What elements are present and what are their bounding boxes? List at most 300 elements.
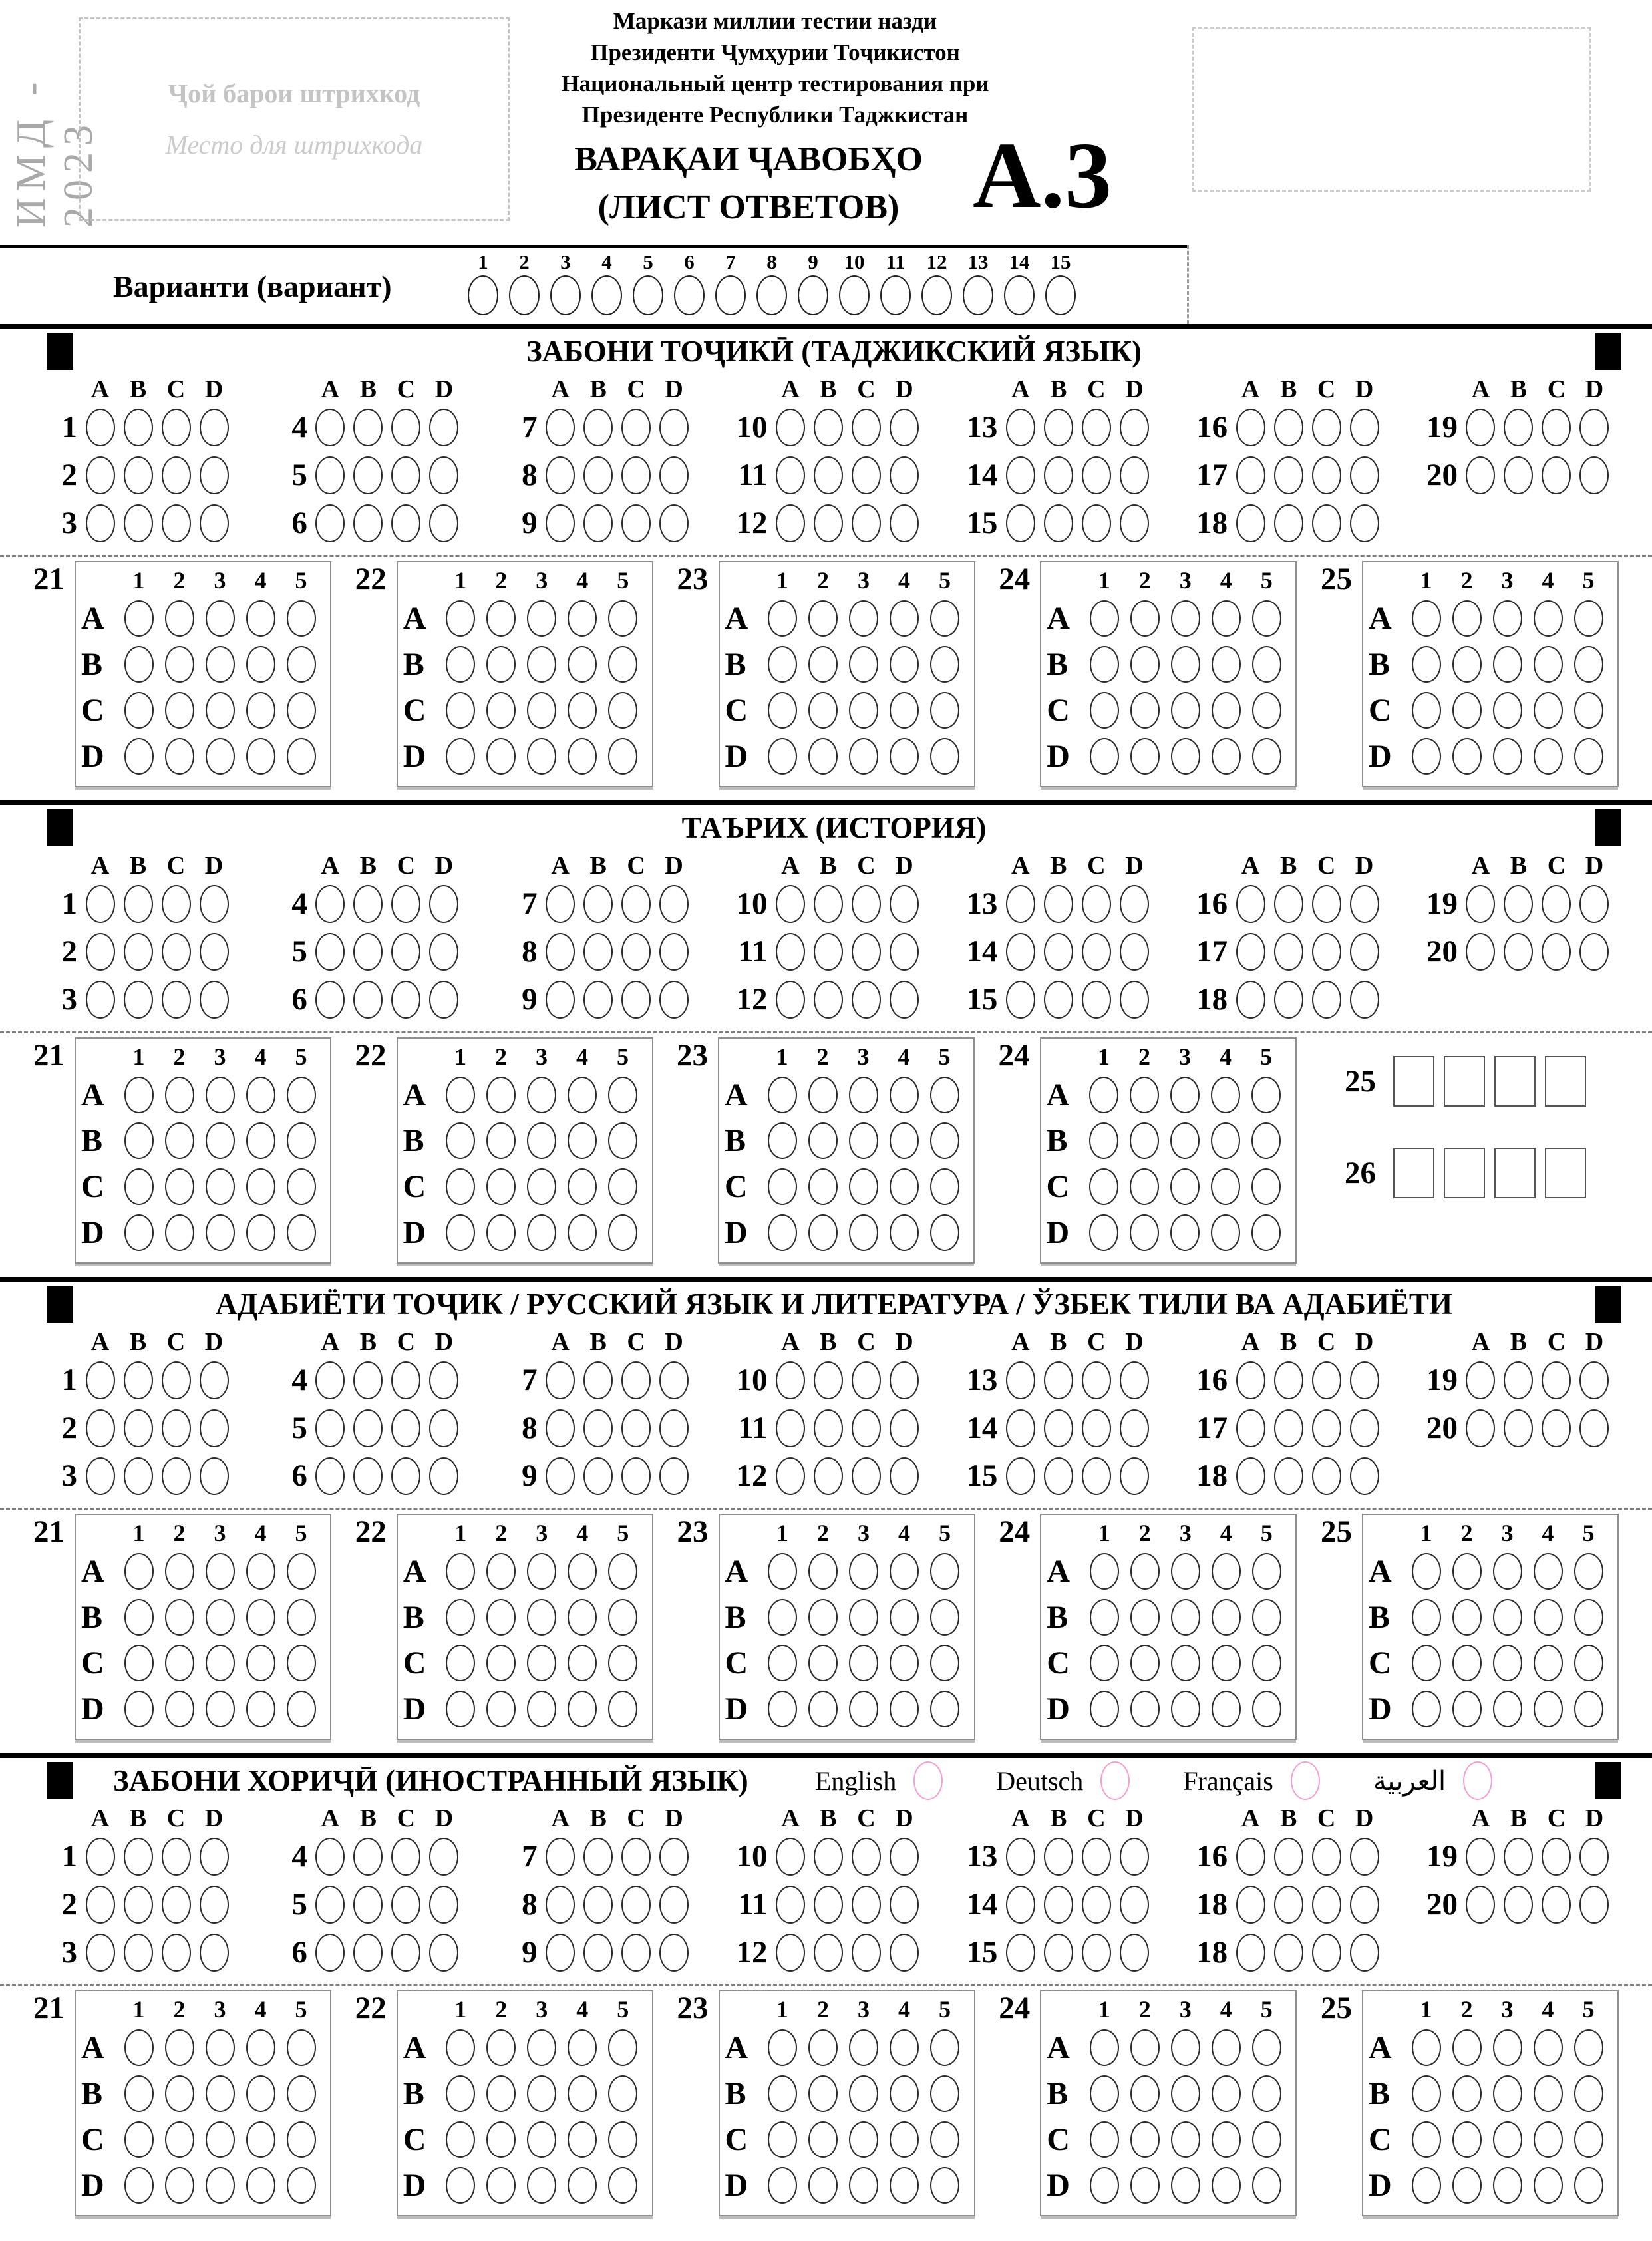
answer-bubble[interactable] <box>1350 933 1379 971</box>
answer-bubble[interactable] <box>1274 1361 1303 1399</box>
matrix-bubble[interactable] <box>124 1168 154 1205</box>
answer-bubble[interactable] <box>659 1409 689 1447</box>
answer-bubble[interactable] <box>1312 933 1341 971</box>
matrix-bubble[interactable] <box>930 1553 959 1590</box>
matrix-bubble[interactable] <box>486 2167 516 2204</box>
answer-bubble[interactable] <box>814 1361 843 1399</box>
answer-bubble[interactable] <box>1044 1838 1073 1876</box>
answer-bubble[interactable] <box>1350 456 1379 494</box>
answer-bubble[interactable] <box>200 1457 229 1495</box>
matrix-bubble[interactable] <box>1212 1553 1241 1590</box>
answer-bubble[interactable] <box>1120 885 1149 923</box>
answer-bubble[interactable] <box>583 933 613 971</box>
answer-bubble[interactable] <box>162 1934 191 1972</box>
answer-bubble[interactable] <box>1236 933 1265 971</box>
variant-bubble[interactable] <box>468 275 498 315</box>
answer-bubble[interactable] <box>1504 1361 1533 1399</box>
answer-bubble[interactable] <box>315 1934 345 1972</box>
answer-bubble[interactable] <box>1274 1886 1303 1924</box>
answer-bubble[interactable] <box>1504 409 1533 446</box>
answer-bubble[interactable] <box>1350 1838 1379 1876</box>
matrix-bubble[interactable] <box>206 2075 235 2112</box>
matrix-bubble[interactable] <box>287 2029 316 2066</box>
answer-bubble[interactable] <box>353 409 383 446</box>
matrix-bubble[interactable] <box>1412 1645 1441 1681</box>
answer-bubble[interactable] <box>1274 504 1303 542</box>
answer-bubble[interactable] <box>1542 933 1571 971</box>
matrix-bubble[interactable] <box>124 1691 154 1727</box>
answer-bubble[interactable] <box>546 1934 575 1972</box>
answer-bubble[interactable] <box>621 1361 651 1399</box>
matrix-bubble[interactable] <box>1090 738 1119 775</box>
matrix-bubble[interactable] <box>1170 1168 1200 1205</box>
matrix-bubble[interactable] <box>527 1122 556 1159</box>
matrix-bubble[interactable] <box>486 738 516 775</box>
answer-bubble[interactable] <box>1082 409 1111 446</box>
matrix-bubble[interactable] <box>849 2167 878 2204</box>
matrix-bubble[interactable] <box>1412 738 1441 775</box>
answer-bubble[interactable] <box>200 1886 229 1924</box>
matrix-bubble[interactable] <box>808 1599 838 1636</box>
matrix-bubble[interactable] <box>568 1122 597 1159</box>
matrix-bubble[interactable] <box>1170 1214 1200 1251</box>
matrix-bubble[interactable] <box>768 1645 797 1681</box>
matrix-bubble[interactable] <box>206 1122 235 1159</box>
answer-bubble[interactable] <box>1236 1409 1265 1447</box>
answer-bubble[interactable] <box>890 1886 919 1924</box>
matrix-bubble[interactable] <box>568 1599 597 1636</box>
answer-bubble[interactable] <box>1006 1409 1035 1447</box>
answer-bubble[interactable] <box>1120 1838 1149 1876</box>
answer-bubble[interactable] <box>1236 1361 1265 1399</box>
matrix-bubble[interactable] <box>1171 646 1200 683</box>
answer-bubble[interactable] <box>1120 933 1149 971</box>
answer-bubble[interactable] <box>1044 933 1073 971</box>
answer-bubble[interactable] <box>621 504 651 542</box>
matrix-bubble[interactable] <box>486 1077 516 1113</box>
matrix-bubble[interactable] <box>486 2121 516 2158</box>
matrix-bubble[interactable] <box>1534 738 1563 775</box>
matrix-bubble[interactable] <box>1089 1122 1118 1159</box>
answer-bubble[interactable] <box>1274 1934 1303 1972</box>
matrix-bubble[interactable] <box>1170 1122 1200 1159</box>
answer-bubble[interactable] <box>1006 1886 1035 1924</box>
matrix-bubble[interactable] <box>165 738 194 775</box>
matrix-bubble[interactable] <box>608 1168 637 1205</box>
matrix-bubble[interactable] <box>1130 1691 1160 1727</box>
matrix-bubble[interactable] <box>1252 738 1281 775</box>
matrix-bubble[interactable] <box>446 738 475 775</box>
answer-bubble[interactable] <box>124 504 153 542</box>
answer-bubble[interactable] <box>776 981 805 1019</box>
answer-bubble[interactable] <box>890 1838 919 1876</box>
matrix-bubble[interactable] <box>890 1122 919 1159</box>
answer-bubble[interactable] <box>1274 409 1303 446</box>
answer-bubble[interactable] <box>315 1838 345 1876</box>
matrix-bubble[interactable] <box>930 1599 959 1636</box>
matrix-bubble[interactable] <box>165 1168 194 1205</box>
matrix-bubble[interactable] <box>608 738 637 775</box>
variant-bubble[interactable] <box>1045 275 1076 315</box>
matrix-bubble[interactable] <box>808 2075 838 2112</box>
matrix-bubble[interactable] <box>1452 738 1482 775</box>
answer-bubble[interactable] <box>1350 1361 1379 1399</box>
matrix-bubble[interactable] <box>1130 1077 1159 1113</box>
answer-bubble[interactable] <box>162 1409 191 1447</box>
answer-bubble[interactable] <box>1274 1838 1303 1876</box>
answer-bubble[interactable] <box>1236 981 1265 1019</box>
matrix-bubble[interactable] <box>486 1553 516 1590</box>
answer-bubble[interactable] <box>852 1934 881 1972</box>
answer-bubble[interactable] <box>1579 1361 1609 1399</box>
answer-bubble[interactable] <box>124 1409 153 1447</box>
answer-bubble[interactable] <box>814 1886 843 1924</box>
matrix-bubble[interactable] <box>1252 692 1281 729</box>
matrix-bubble[interactable] <box>1212 1599 1241 1636</box>
answer-bubble[interactable] <box>546 456 575 494</box>
variant-bubble[interactable] <box>550 275 581 315</box>
answer-bubble[interactable] <box>583 456 613 494</box>
answer-bubble[interactable] <box>315 885 345 923</box>
matrix-bubble[interactable] <box>446 1077 475 1113</box>
matrix-bubble[interactable] <box>930 1214 959 1251</box>
matrix-bubble[interactable] <box>486 1645 516 1681</box>
answer-bubble[interactable] <box>86 885 115 923</box>
answer-bubble[interactable] <box>1082 1361 1111 1399</box>
matrix-bubble[interactable] <box>165 692 194 729</box>
answer-bubble[interactable] <box>1120 456 1149 494</box>
answer-bubble[interactable] <box>546 1838 575 1876</box>
answer-bubble[interactable] <box>583 981 613 1019</box>
matrix-bubble[interactable] <box>1252 2029 1281 2066</box>
answer-bubble[interactable] <box>1044 456 1073 494</box>
matrix-bubble[interactable] <box>246 738 275 775</box>
answer-bubble[interactable] <box>124 1934 153 1972</box>
answer-bubble[interactable] <box>621 981 651 1019</box>
answer-bubble[interactable] <box>1312 1838 1341 1876</box>
answer-bubble[interactable] <box>814 1838 843 1876</box>
matrix-bubble[interactable] <box>1412 1599 1441 1636</box>
answer-bubble[interactable] <box>200 1934 229 1972</box>
variant-bubble[interactable] <box>674 275 705 315</box>
matrix-bubble[interactable] <box>568 600 597 637</box>
matrix-bubble[interactable] <box>446 1214 475 1251</box>
answer-bubble[interactable] <box>546 885 575 923</box>
answer-bubble[interactable] <box>353 1886 383 1924</box>
answer-bubble[interactable] <box>1044 885 1073 923</box>
matrix-bubble[interactable] <box>527 1645 556 1681</box>
matrix-bubble[interactable] <box>165 2167 194 2204</box>
answer-bubble[interactable] <box>890 933 919 971</box>
matrix-bubble[interactable] <box>1211 1168 1240 1205</box>
matrix-bubble[interactable] <box>1252 1645 1281 1681</box>
matrix-bubble[interactable] <box>568 738 597 775</box>
matrix-bubble[interactable] <box>608 2121 637 2158</box>
answer-bubble[interactable] <box>583 1886 613 1924</box>
answer-bubble[interactable] <box>86 933 115 971</box>
matrix-bubble[interactable] <box>246 1077 275 1113</box>
matrix-bubble[interactable] <box>1574 2167 1603 2204</box>
matrix-bubble[interactable] <box>124 1645 154 1681</box>
answer-bubble[interactable] <box>200 504 229 542</box>
matrix-bubble[interactable] <box>1252 600 1281 637</box>
write-in-box[interactable] <box>1444 1148 1485 1198</box>
answer-bubble[interactable] <box>86 1361 115 1399</box>
answer-bubble[interactable] <box>621 1457 651 1495</box>
answer-bubble[interactable] <box>1542 456 1571 494</box>
answer-bubble[interactable] <box>1120 1409 1149 1447</box>
matrix-bubble[interactable] <box>890 646 919 683</box>
matrix-bubble[interactable] <box>1090 1691 1119 1727</box>
answer-bubble[interactable] <box>1350 409 1379 446</box>
answer-bubble[interactable] <box>124 933 153 971</box>
matrix-bubble[interactable] <box>568 2167 597 2204</box>
answer-bubble[interactable] <box>621 933 651 971</box>
answer-bubble[interactable] <box>86 1409 115 1447</box>
answer-bubble[interactable] <box>1350 1934 1379 1972</box>
answer-bubble[interactable] <box>1312 1934 1341 1972</box>
matrix-bubble[interactable] <box>1130 646 1160 683</box>
matrix-bubble[interactable] <box>808 600 838 637</box>
matrix-bubble[interactable] <box>1574 1599 1603 1636</box>
matrix-bubble[interactable] <box>849 646 878 683</box>
matrix-bubble[interactable] <box>165 600 194 637</box>
answer-bubble[interactable] <box>776 504 805 542</box>
matrix-bubble[interactable] <box>608 646 637 683</box>
answer-bubble[interactable] <box>814 1409 843 1447</box>
matrix-bubble[interactable] <box>1412 646 1441 683</box>
answer-bubble[interactable] <box>1120 504 1149 542</box>
write-in-box[interactable] <box>1545 1056 1586 1107</box>
variant-bubble[interactable] <box>880 275 911 315</box>
matrix-bubble[interactable] <box>165 2121 194 2158</box>
answer-bubble[interactable] <box>86 1934 115 1972</box>
matrix-bubble[interactable] <box>446 646 475 683</box>
matrix-bubble[interactable] <box>165 2029 194 2066</box>
matrix-bubble[interactable] <box>527 692 556 729</box>
matrix-bubble[interactable] <box>1452 692 1482 729</box>
matrix-bubble[interactable] <box>486 1214 516 1251</box>
answer-bubble[interactable] <box>1120 1361 1149 1399</box>
matrix-bubble[interactable] <box>1574 692 1603 729</box>
answer-bubble[interactable] <box>776 456 805 494</box>
answer-bubble[interactable] <box>776 409 805 446</box>
matrix-bubble[interactable] <box>849 1599 878 1636</box>
matrix-bubble[interactable] <box>527 1691 556 1727</box>
matrix-bubble[interactable] <box>608 1691 637 1727</box>
variant-bubble[interactable] <box>591 275 622 315</box>
matrix-bubble[interactable] <box>568 1168 597 1205</box>
matrix-bubble[interactable] <box>1493 2075 1522 2112</box>
answer-bubble[interactable] <box>1542 1886 1571 1924</box>
variant-bubble[interactable] <box>715 275 746 315</box>
matrix-bubble[interactable] <box>930 646 959 683</box>
matrix-bubble[interactable] <box>1574 2075 1603 2112</box>
answer-bubble[interactable] <box>890 1409 919 1447</box>
answer-bubble[interactable] <box>200 933 229 971</box>
matrix-bubble[interactable] <box>608 1599 637 1636</box>
answer-bubble[interactable] <box>546 409 575 446</box>
answer-bubble[interactable] <box>162 1457 191 1495</box>
matrix-bubble[interactable] <box>568 1214 597 1251</box>
variant-bubble[interactable] <box>963 275 993 315</box>
answer-bubble[interactable] <box>1466 1361 1495 1399</box>
matrix-bubble[interactable] <box>1251 1122 1281 1159</box>
write-in-box[interactable] <box>1494 1056 1536 1107</box>
answer-bubble[interactable] <box>391 933 420 971</box>
matrix-bubble[interactable] <box>1493 646 1522 683</box>
answer-bubble[interactable] <box>583 885 613 923</box>
matrix-bubble[interactable] <box>890 1599 919 1636</box>
matrix-bubble[interactable] <box>124 2029 154 2066</box>
answer-bubble[interactable] <box>391 504 420 542</box>
matrix-bubble[interactable] <box>808 1645 838 1681</box>
matrix-bubble[interactable] <box>124 1214 154 1251</box>
matrix-bubble[interactable] <box>287 1122 316 1159</box>
answer-bubble[interactable] <box>1006 1361 1035 1399</box>
write-in-box[interactable] <box>1393 1148 1434 1198</box>
answer-bubble[interactable] <box>852 933 881 971</box>
answer-bubble[interactable] <box>1579 933 1609 971</box>
matrix-bubble[interactable] <box>608 1553 637 1590</box>
answer-bubble[interactable] <box>200 1838 229 1876</box>
matrix-bubble[interactable] <box>124 600 154 637</box>
answer-bubble[interactable] <box>583 1934 613 1972</box>
answer-bubble[interactable] <box>1274 456 1303 494</box>
matrix-bubble[interactable] <box>1090 1645 1119 1681</box>
variant-bubble[interactable] <box>839 275 870 315</box>
write-in-box[interactable] <box>1494 1148 1536 1198</box>
answer-bubble[interactable] <box>315 981 345 1019</box>
matrix-bubble[interactable] <box>768 646 797 683</box>
matrix-bubble[interactable] <box>849 1553 878 1590</box>
answer-bubble[interactable] <box>391 456 420 494</box>
answer-bubble[interactable] <box>353 1409 383 1447</box>
answer-bubble[interactable] <box>1236 1934 1265 1972</box>
matrix-bubble[interactable] <box>206 692 235 729</box>
matrix-bubble[interactable] <box>768 2075 797 2112</box>
matrix-bubble[interactable] <box>890 1168 919 1205</box>
matrix-bubble[interactable] <box>124 1077 154 1113</box>
matrix-bubble[interactable] <box>287 2121 316 2158</box>
answer-bubble[interactable] <box>1006 981 1035 1019</box>
matrix-bubble[interactable] <box>1412 2029 1441 2066</box>
answer-bubble[interactable] <box>659 1886 689 1924</box>
answer-bubble[interactable] <box>1236 1838 1265 1876</box>
answer-bubble[interactable] <box>315 1457 345 1495</box>
answer-bubble[interactable] <box>1236 409 1265 446</box>
answer-bubble[interactable] <box>621 1886 651 1924</box>
write-in-box[interactable] <box>1545 1148 1586 1198</box>
matrix-bubble[interactable] <box>849 1122 878 1159</box>
matrix-bubble[interactable] <box>768 1599 797 1636</box>
answer-bubble[interactable] <box>200 885 229 923</box>
matrix-bubble[interactable] <box>1212 2167 1241 2204</box>
answer-bubble[interactable] <box>659 456 689 494</box>
matrix-bubble[interactable] <box>486 1691 516 1727</box>
matrix-bubble[interactable] <box>527 2075 556 2112</box>
matrix-bubble[interactable] <box>527 1599 556 1636</box>
answer-bubble[interactable] <box>315 504 345 542</box>
answer-bubble[interactable] <box>1312 1361 1341 1399</box>
answer-bubble[interactable] <box>1082 885 1111 923</box>
answer-bubble[interactable] <box>1006 933 1035 971</box>
answer-bubble[interactable] <box>1120 1457 1149 1495</box>
answer-bubble[interactable] <box>852 1457 881 1495</box>
answer-bubble[interactable] <box>890 409 919 446</box>
matrix-bubble[interactable] <box>124 738 154 775</box>
matrix-bubble[interactable] <box>527 2167 556 2204</box>
matrix-bubble[interactable] <box>1452 600 1482 637</box>
answer-bubble[interactable] <box>1466 1838 1495 1876</box>
answer-bubble[interactable] <box>1044 504 1073 542</box>
matrix-bubble[interactable] <box>1574 2029 1603 2066</box>
matrix-bubble[interactable] <box>1493 1691 1522 1727</box>
matrix-bubble[interactable] <box>246 2121 275 2158</box>
matrix-bubble[interactable] <box>768 2029 797 2066</box>
answer-bubble[interactable] <box>583 1361 613 1399</box>
answer-bubble[interactable] <box>852 1838 881 1876</box>
answer-bubble[interactable] <box>1236 885 1265 923</box>
matrix-bubble[interactable] <box>206 1553 235 1590</box>
matrix-bubble[interactable] <box>608 2167 637 2204</box>
answer-bubble[interactable] <box>391 1886 420 1924</box>
answer-bubble[interactable] <box>659 409 689 446</box>
answer-bubble[interactable] <box>162 504 191 542</box>
answer-bubble[interactable] <box>659 504 689 542</box>
answer-bubble[interactable] <box>1350 1886 1379 1924</box>
matrix-bubble[interactable] <box>768 1168 797 1205</box>
answer-bubble[interactable] <box>852 1886 881 1924</box>
matrix-bubble[interactable] <box>890 738 919 775</box>
matrix-bubble[interactable] <box>527 1168 556 1205</box>
matrix-bubble[interactable] <box>1090 2029 1119 2066</box>
answer-bubble[interactable] <box>429 1934 458 1972</box>
matrix-bubble[interactable] <box>930 692 959 729</box>
answer-bubble[interactable] <box>1312 409 1341 446</box>
matrix-bubble[interactable] <box>1574 1645 1603 1681</box>
answer-bubble[interactable] <box>1006 456 1035 494</box>
matrix-bubble[interactable] <box>849 2075 878 2112</box>
matrix-bubble[interactable] <box>1252 1553 1281 1590</box>
matrix-bubble[interactable] <box>1089 1077 1118 1113</box>
answer-bubble[interactable] <box>1579 1886 1609 1924</box>
answer-bubble[interactable] <box>1082 1409 1111 1447</box>
matrix-bubble[interactable] <box>1534 1645 1563 1681</box>
answer-bubble[interactable] <box>546 933 575 971</box>
matrix-bubble[interactable] <box>124 692 154 729</box>
matrix-bubble[interactable] <box>1493 600 1522 637</box>
matrix-bubble[interactable] <box>1493 2167 1522 2204</box>
answer-bubble[interactable] <box>1312 981 1341 1019</box>
answer-bubble[interactable] <box>353 933 383 971</box>
answer-bubble[interactable] <box>353 981 383 1019</box>
matrix-bubble[interactable] <box>1212 2029 1241 2066</box>
answer-bubble[interactable] <box>814 1934 843 1972</box>
answer-bubble[interactable] <box>621 885 651 923</box>
answer-bubble[interactable] <box>1312 1886 1341 1924</box>
answer-bubble[interactable] <box>852 409 881 446</box>
matrix-bubble[interactable] <box>206 2167 235 2204</box>
answer-bubble[interactable] <box>1006 885 1035 923</box>
matrix-bubble[interactable] <box>568 692 597 729</box>
answer-bubble[interactable] <box>1082 981 1111 1019</box>
answer-bubble[interactable] <box>583 504 613 542</box>
answer-bubble[interactable] <box>890 504 919 542</box>
matrix-bubble[interactable] <box>206 1214 235 1251</box>
matrix-bubble[interactable] <box>1212 1691 1241 1727</box>
answer-bubble[interactable] <box>659 981 689 1019</box>
